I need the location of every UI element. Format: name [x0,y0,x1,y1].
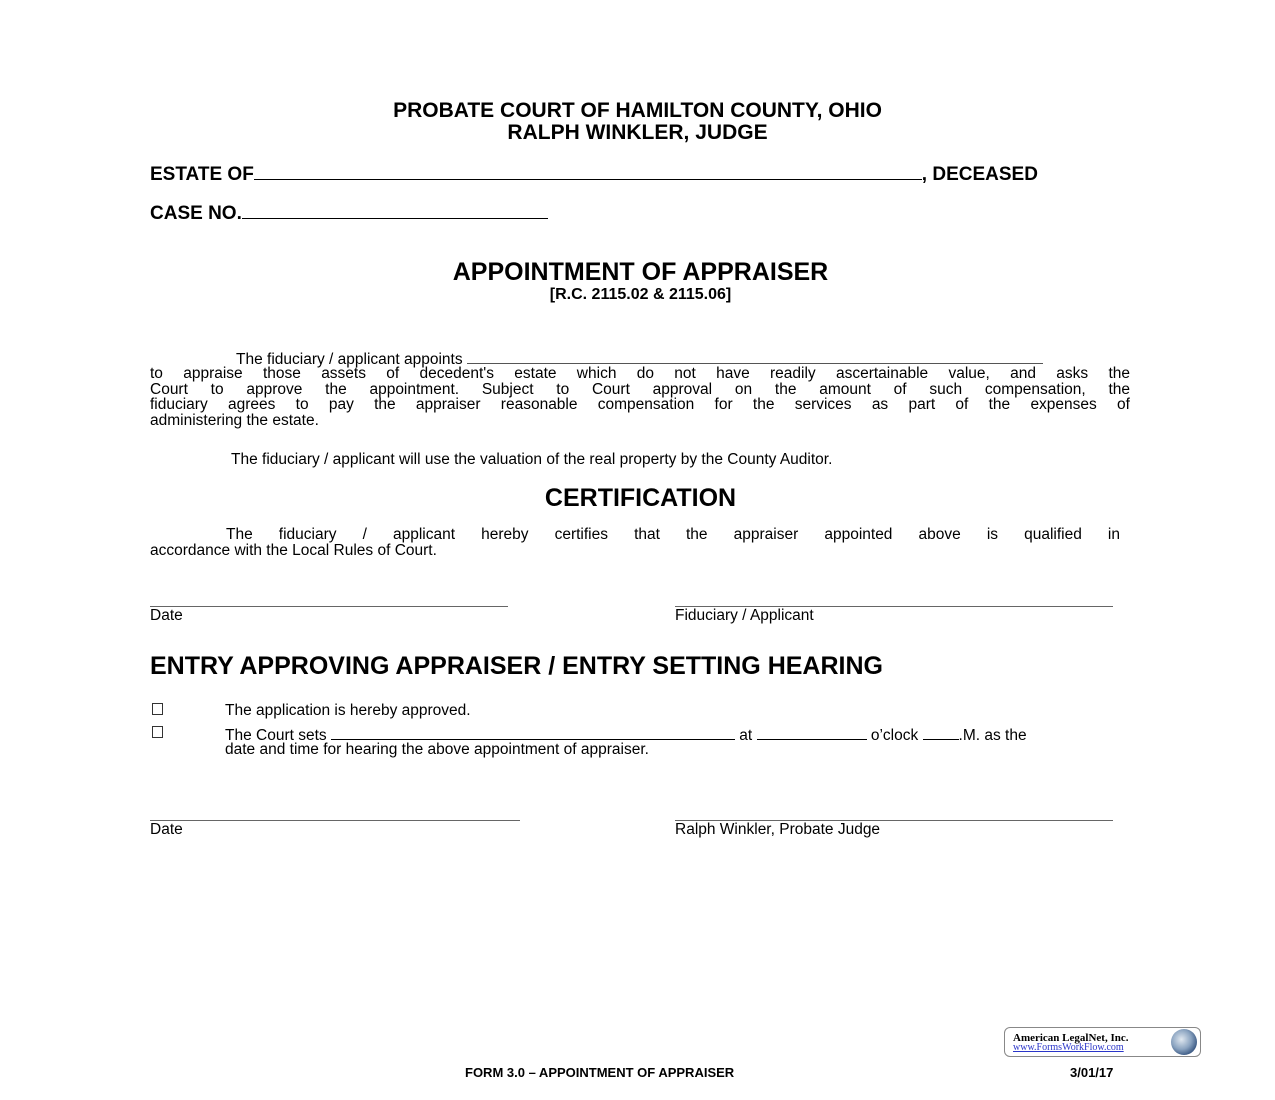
globe-icon [1171,1029,1197,1055]
certification-heading: CERTIFICATION [544,484,737,512]
estate-label: ESTATE OF [150,164,254,185]
cert-line: accordance with the Local Rules of Court. [150,541,437,559]
entry-heading: ENTRY APPROVING APPRAISER / ENTRY SETTING HEARING [150,652,883,680]
approve-text: The application is hereby approved. [225,702,471,719]
form-number-label: FORM 3.0 – APPOINTMENT OF APPRAISER [465,1065,735,1080]
entry-date-signature-line[interactable] [150,820,520,821]
estate-name-field[interactable] [254,162,922,180]
case-number-field[interactable] [242,201,548,219]
set-hearing-checkbox[interactable] [152,726,163,738]
form-title: APPOINTMENT OF APPRAISER [452,258,829,286]
oclock-label: o’clock [870,727,919,744]
cert-date-label: Date [150,607,183,624]
certification-text [150,527,1120,558]
auditor-valuation-text: The fiduciary / applicant will use the valuation of the real property by the County Auditor. [231,451,833,468]
at-label: at [739,727,753,744]
deceased-label: , DECEASED [921,164,1038,185]
estate-line [150,162,1038,186]
para-line: fiduciary agrees to pay the appraiser reasonable compensation for the services as part of the expenses of [150,396,1130,413]
approve-checkbox[interactable] [152,703,163,715]
hearing-date-field[interactable] [331,726,735,740]
para-line: Court to approve the appointment. Subject to Court approval on the amount of such compensation, the [150,380,1130,398]
hearing-line-2: date and time for hearing the above appointment of appraiser. [225,741,649,758]
ampm-field[interactable] [923,726,959,740]
judge-name: RALPH WINKLER, JUDGE [507,121,768,144]
form-revision-date: 3/01/17 [1070,1065,1114,1080]
statute-reference: [R.C. 2115.02 & 2115.06] [549,286,732,303]
appraiser-name-field[interactable] [467,349,1043,364]
entry-date-label: Date [150,821,183,838]
appoints-lead: The fiduciary / applicant appoints [236,351,463,368]
para-line: to appraise those assets of decedent's estate which do not have readily ascertainable value, and asks the [150,365,1130,382]
hearing-tail: .M. as the [958,727,1027,744]
hearing-time-field[interactable] [757,726,867,740]
para-line: administering the estate. [150,411,319,429]
case-line [150,201,548,225]
judge-label: Ralph Winkler, Probate Judge [675,821,881,838]
hearing-lead: The Court sets [225,727,327,744]
logo-url-link[interactable]: www.FormsWorkFlow.com [1013,1042,1124,1053]
fiduciary-label: Fiduciary / Applicant [675,607,814,624]
court-name: PROBATE COURT OF HAMILTON COUNTY, OHIO [393,99,882,122]
case-label: CASE NO. [150,203,242,224]
cert-date-signature-line[interactable] [150,606,508,607]
american-legalnet-logo[interactable] [1004,1027,1201,1057]
logo-company: American LegalNet, Inc. [1013,1032,1129,1044]
application-paragraph [150,366,1130,428]
cert-line: The fiduciary / applicant hereby certifies that the appraiser appointed above is qualified in [226,526,1120,543]
